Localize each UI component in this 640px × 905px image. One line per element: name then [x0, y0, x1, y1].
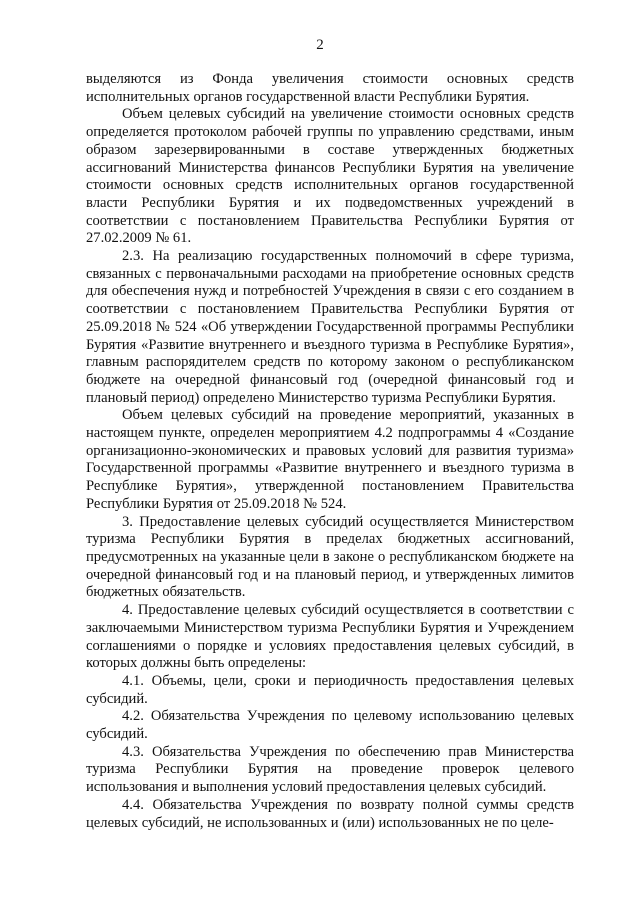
paragraph-subsidy-volume: Объем целевых субсидий на увеличение стоимости основных средств определяется протоколом рабочей группы по управлению средствами, иным образом зарезервированными в составе утвержденных бюджетных ассигнований Министерства финансов Республики Бурятия на увеличение стоимости основных средств исполнительных органов государственной власти Республики Бурятия и их подведомственных учреждений в соответствии с постановлением Правительства Республики Бурятия от 27.02.2009 № 61.: [86, 106, 574, 247]
paragraph-2-3: 2.3. На реализацию государственных полномочий в сфере туризма, связанных с первоначальными расходами на приобретение основных средств для обеспечения нужд и потребностей Учреждения в связи с его созданием в соответствии с постановлением Правительства Республики Бурятия от 25.09.2018 № 524 «Об утверждении Государственной программы Республики Бурятия «Развитие внутреннего и въездного туризма в Республике Бурятия», главным распорядителем средств по которому законом о республиканском бюджете на очередной финансовый год (очередной финансовый год и плановый период) определено Министерство туризма Республики Бурятия.: [86, 248, 574, 406]
paragraph-event-subsidy-volume: Объем целевых субсидий на проведение мероприятий, указанных в настоящем пункте, определен мероприятием 4.2 подпрограммы 4 «Создание организационно-экономических и правовых условий для развития туризма» Государственной программы «Развитие внутреннего и въездного туризма в Республике Бурятия», утвержденной постановлением Правительства Республики Бурятия от 25.09.2018 № 524.: [86, 407, 574, 512]
paragraph-4-1: 4.1. Объемы, цели, сроки и периодичность предоставления целевых субсидий.: [86, 672, 574, 707]
paragraph-continuation: выделяются из Фонда увеличения стоимости основных средств исполнительных органов государственной власти Республики Бурятия.: [86, 71, 574, 105]
paragraph-4-4: 4.4. Обязательства Учреждения по возврату полной суммы средств целевых субсидий, не использованных и (или) использованных не по целе-: [86, 796, 574, 831]
page-number: 2: [316, 37, 324, 53]
document-body: [86, 71, 574, 832]
paragraph-4-2: 4.2. Обязательства Учреждения по целевому использованию целевых субсидий.: [86, 708, 574, 743]
paragraph-3: 3. Предоставление целевых субсидий осуществляется Министерством туризма Республики Бурятия в пределах бюджетных ассигнований, предусмотренных на указанные цели в законе о республиканском бюджете на очередной финансовый год и на плановый период, и утвержденных лимитов бюджетных обязательств.: [86, 513, 574, 601]
paragraph-4-3: 4.3. Обязательства Учреждения по обеспечению прав Министерства туризма Республики Бурятия на проведение проверок целевого использования и выполнения условий предоставления целевых субсидий.: [86, 743, 574, 796]
paragraph-4: 4. Предоставление целевых субсидий осуществляется в соответствии с заключаемыми Министерством туризма Республики Бурятия и Учреждением соглашениями о порядке и условиях предоставления целевых субсидий, в которых должны быть определены:: [86, 602, 574, 672]
